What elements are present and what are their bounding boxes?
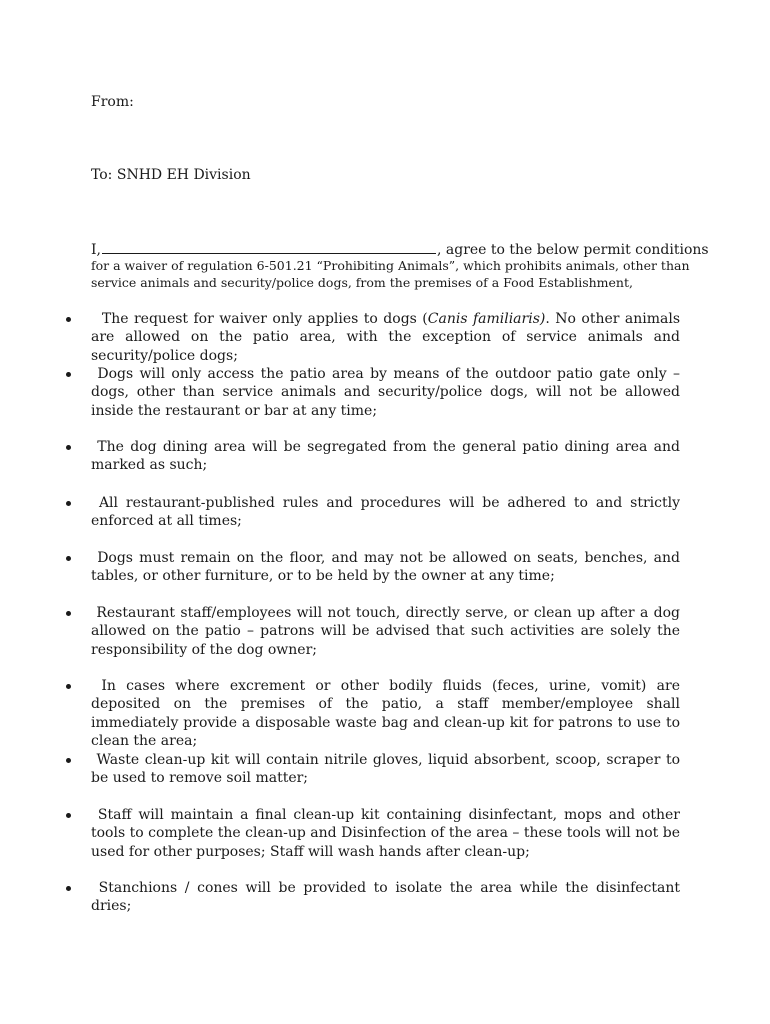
intro-line-2: for a waiver of regulation 6-501.21 “Prohibiting Animals”, which prohibits animals, other than xyxy=(91,258,690,273)
condition-text: The dog dining area will be segregated from the general patio dining area and marked as such; xyxy=(91,439,680,474)
bullet-icon xyxy=(66,758,71,763)
condition-text: Dogs must remain on the floor, and may not be allowed on seats, benches, and tables, or other furniture, or to be held by the owner at any time; xyxy=(91,550,680,585)
condition-text-italic: Canis familiaris) xyxy=(427,311,546,327)
condition-item xyxy=(91,438,680,475)
intro-prefix: I, xyxy=(91,242,101,258)
condition-text xyxy=(91,311,680,364)
condition-text-post: . No other animals are allowed on the patio area, with the exception of service animals and security/police dogs; xyxy=(91,311,681,364)
to-line: To: SNHD EH Division xyxy=(91,167,251,183)
condition-text: Dogs will only access the patio area by means of the outdoor patio gate only – dogs, other than service animals and security/police dogs, will not be allowed inside the restaurant or bar at any time; xyxy=(91,366,681,419)
condition-text: Waste clean-up kit will contain nitrile gloves, liquid absorbent, scoop, scraper to be used to remove soil matter; xyxy=(91,752,680,787)
condition-item xyxy=(91,494,680,531)
condition-text-pre: The request for waiver only applies to dogs ( xyxy=(101,311,428,327)
condition-text: Staff will maintain a final clean-up kit containing disinfectant, mops and other tools to complete the clean-up and Disinfection of the area – these tools will not be used for other purposes; Staff will wash hands after clean-up; xyxy=(91,807,680,860)
bullet-icon xyxy=(66,684,71,689)
bullet-icon xyxy=(66,556,71,561)
condition-item xyxy=(91,604,680,659)
condition-item xyxy=(91,806,680,861)
intro-line-1 xyxy=(91,239,709,259)
condition-item xyxy=(91,365,680,420)
from-label: From: xyxy=(91,94,134,110)
bullet-icon xyxy=(66,886,71,891)
bullet-icon xyxy=(66,372,71,377)
condition-text: Stanchions / cones will be provided to isolate the area while the disinfectant dries; xyxy=(91,880,681,915)
bullet-icon xyxy=(66,445,71,450)
bullet-icon xyxy=(66,317,71,322)
condition-item xyxy=(91,310,680,365)
condition-text: All restaurant-published rules and procedures will be adhered to and strictly enforced at all times; xyxy=(91,495,680,530)
bullet-icon xyxy=(66,813,71,818)
name-blank-line[interactable] xyxy=(102,239,436,254)
bullet-icon xyxy=(66,611,71,616)
intro-line-3: service animals and security/police dogs, from the premises of a Food Establishment, xyxy=(91,275,633,290)
condition-item xyxy=(91,677,680,750)
condition-text: Restaurant staff/employees will not touch, directly serve, or clean up after a dog allowed on the patio – patrons will be advised that such activities are solely the responsibility of the dog owner; xyxy=(91,605,681,658)
condition-item xyxy=(91,751,680,788)
intro-line-1-suffix: , agree to the below permit conditions xyxy=(436,242,709,258)
condition-item xyxy=(91,879,680,916)
condition-text: In cases where excrement or other bodily fluids (feces, urine, vomit) are deposited on the premises of the patio, a staff member/employee shall immediately provide a disposable waste bag and clean-up kit for patrons to use to clean the area; xyxy=(91,678,680,749)
bullet-icon xyxy=(66,501,71,506)
condition-item xyxy=(91,549,680,586)
